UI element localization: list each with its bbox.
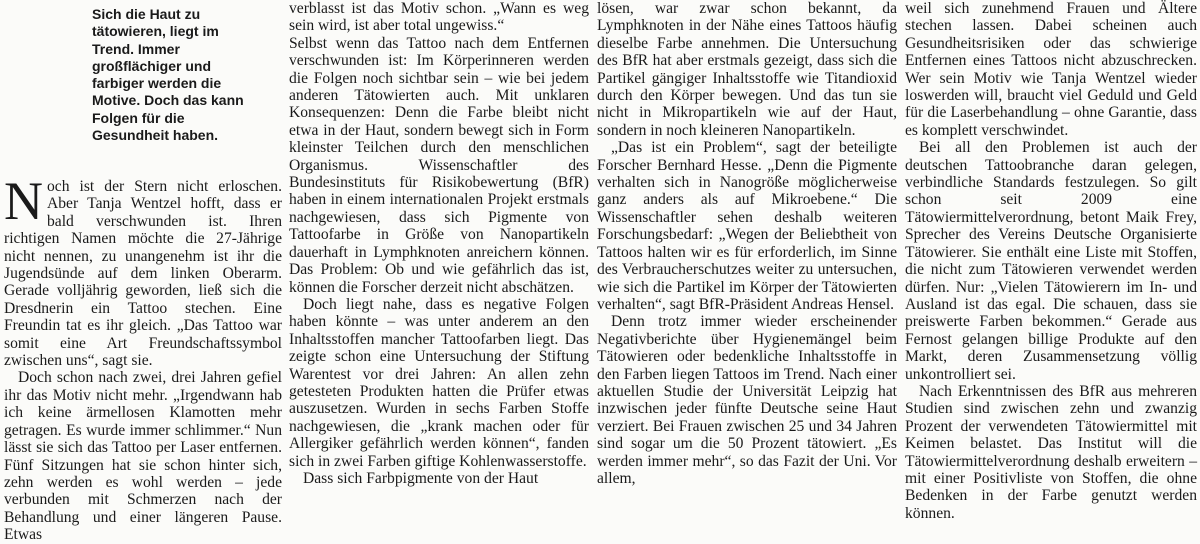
column-4 [905,0,1197,522]
paragraph: Dass sich Farbpigmente von der Haut [303,469,539,487]
lead-section [4,171,282,544]
paragraph: Doch schon nach zwei, drei Jahren gefiel ihr das Motiv nicht mehr. „Irgendwann hab ich keine ärmellosen Klamotten mehr getragen. Es wurde immer schlimmer.“ Nun lässt sie sich das Tattoo per Laser entfernen. Fünf Sitzungen hat sie schon hinter sich, zehn werden es wohl werden – jede verbunden mit Schmerzen nach der Behandlung und einer längeren Pause. Etwas [4,369,282,544]
paragraph: weil sich zunehmend Frauen und Ältere stechen lassen. Dabei scheinen auch Gesundheitsrisiken oder das schwierige Entfernen eines Tattoos nicht abzuschrecken. Wer sein Motiv wie Tanja Wentzel wieder loswerden will, braucht viel Geduld und Geld für die Laserbehandlung – ohne Garantie, dass es komplett verschwindet. [905,0,1197,139]
paragraph: och ist der Stern nicht erloschen. Aber Tanja Wentzel hofft, dass er bald verschwunden ist. Ihren richtigen Namen möchte die 27-Jährige nicht nennen, zu unangenehm ist ihr die Jugendsünde auf dem linken Oberarm. Gerade volljährig geworden, ließ sich die Dresdnerin ein Tattoo stechen. Eine Freundin tat es ihr gleich. „Das Tattoo war somit eine Art Freundschaftssymbol zwischen uns“, sagt sie. [4,178,282,370]
paragraph: Denn trotz immer wieder erscheinender Negativberichte über Hygienemängel beim Tätowieren oder bedenkliche Inhaltsstoffe in den Farben liegen Tattoos im Trend. Nach einer aktuellen Studie der Universität Leipzig hat inzwischen jeder fünfte Deutsche seine Haut verziert. Bei Frauen zwischen 25 und 34 Jahren sind sogar um die 50 Prozent tätowiert. „Es werden immer mehr“, so das Fazit der Uni. Vor allem, [597,313,897,487]
paragraph: verblasst ist das Motiv schon. „Wann es weg sein wird, ist aber total ungewiss.“ [289,0,589,35]
column-1 [4,0,282,544]
paragraph: Doch liegt nahe, dass es negative Folgen haben könnte – was unter anderem an den Inhaltsstoffen mancher Tattoofarben liegt. Das zeigte schon eine Untersuchung der Stiftung Warentest vor drei Jahren: An allen zehn getesteten Produkten hatten die Prüfer etwas auszusetzen. Wurden in sechs Farben Stoffe nachgewiesen, die „krank machen oder für Allergiker gefährlich werden können“, fanden sich in zwei Farben giftige Kohlenwasserstoffe. [289,295,589,470]
drop-cap: N [4,171,43,231]
teaser-text: Sich die Haut zu tätowieren, liegt im Trend. Immer großflächiger und farbiger werden die Motive. Doch das kann Folgen für die Gesundheit haben. [92,6,244,144]
paragraph: „Das ist ein Problem“, sagt der beteiligte Forscher Bernhard Hesse. „Denn die Pigmente verhalten sich in Nanogröße möglicherweise ganz anders als auf Mikroebene.“ Die Wissenschaftler sehen deshalb weiteren Forschungsbedarf: „Wegen der Beliebtheit von Tattoos halten wir es für erforderlich, im Sinne des Verbraucherschutzes weiter zu untersuchen, wie sich die Partikel im Körper der Tätowierten verhalten“, sagt BfR-Präsident Andreas Hensel. [597,139,897,313]
column-3 [597,0,897,500]
paragraph: Bei all den Problemen ist auch der deutschen Tattoobranche daran gelegen, verbindliche Standards festzulegen. So gilt schon seit 2009 eine Tätowiermittelverordnung, betont Maik Frey, Sprecher des Vereins Deutsche Organisierte Tätowierer. Sie enthält eine Liste mit Stoffen, die nicht zum Tätowieren verwendet werden dürfen. Nur: „Vielen Tätowierern im In- und Ausland ist das egal. Die schauen, dass sie preiswerte Farben bekommen.“ Gerade aus Fernost gelangen billige Produkte auf den Markt, deren Zusammensetzung völlig unkontrolliert sei. [905,139,1197,383]
paragraph: Nach Erkenntnissen des BfR aus mehreren Studien sind zwischen zehn und zwanzig Prozent der verwendeten Tätowiermittel mit Keimen belastet. Das Institut will die Tätowiermittelverordnung deshalb erweitern – mit einer Positivliste von Stoffen, die ohne Bedenken in der Farbe genutzt werden können. [905,382,1197,522]
paragraph: Selbst wenn das Tattoo nach dem Entfernen verschwunden ist: Im Körperinneren werden die Folgen noch sichtbar sein – wie bei jedem anderen Tätowierten auch. Mit unklaren Konsequenzen: Denn die Farbe bleibt nicht etwa in der Haut, sondern bewegt sich in Form kleinster Teilchen durch den menschlichen Organismus. Wissenschaftler des Bundesinstituts für Risikobewertung (BfR) haben in einem internationalen Projekt erstmals nachgewiesen, dass sich Pigmente von Tattoofarbe in Größe von Nanopartikeln dauerhaft in Lymphknoten anreichern können. Das Problem: Ob und wie gefährlich das ist, können die Forscher derzeit nicht abschätzen. [289,34,589,296]
column-2 [289,0,589,500]
paragraph: lösen, war zwar schon bekannt, da Lymphknoten in der Nähe eines Tattoos häufig dieselbe Farbe annehmen. Die Untersuchung des BfR hat aber erstmals gezeigt, dass sich die Partikel gängiger Inhaltsstoffe wie Titandioxid durch den Körper bewegen. Und das tun sie nicht in Mikropartikeln wie auf der Haut, sondern in noch kleineren Nanopartikeln. [597,0,897,139]
